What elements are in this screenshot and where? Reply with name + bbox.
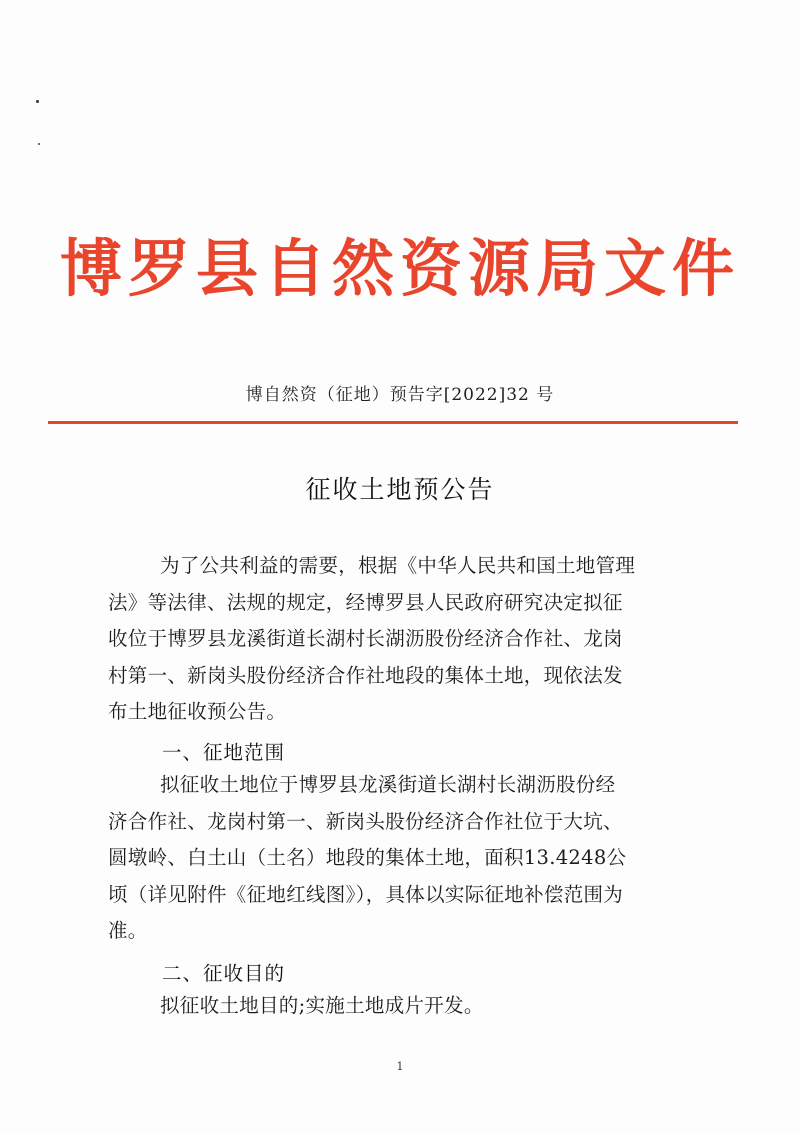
text-line: 顷（详见附件《征地红线图》），具体以实际征地补偿范围为 [108,882,624,906]
page-number: 1 [396,1060,404,1073]
section-heading-purpose: 二、征收目的 [162,962,286,985]
red-separator-rule [48,421,738,424]
text-line: 拟征收土地目的;实施土地成片开发。 [160,994,484,1017]
text-line: 为了公共利益的需要，根据《中华人民共和国土地管理 [160,554,636,577]
paragraph-purpose [108,988,708,1025]
section-heading-scope: 一、征地范围 [162,741,286,764]
scan-speck [38,143,40,145]
document-number: 博自然资（征地）预告字[2022]32 号 [245,385,555,405]
paragraph-scope [108,767,708,950]
text-line: 拟征收土地位于博罗县龙溪街道长湖村长湖沥股份经 [160,773,616,796]
document-title: 征收土地预公告 [305,475,495,504]
document-masthead: 博罗县自然资源局文件 [59,232,740,305]
text-line: 法》等法律、法规的规定，经博罗县人民政府研究决定拟征 [108,590,623,614]
text-line: 村第一、新岗头股份经济合作社地段的集体土地，现依法发 [108,663,623,687]
text-line: 圆墩岭、白土山（土名）地段的集体土地，面积13.4248公 [108,846,627,869]
text-line: 布土地征收预公告。 [108,700,287,723]
text-line: 收位于博罗县龙溪街道长湖村长湖沥股份经济合作社、龙岗 [108,627,623,650]
paragraph-intro [108,548,708,731]
text-line: 济合作社、龙岗村第一、新岗头股份经济合作社位于大坑、 [108,809,623,833]
scan-speck [36,100,39,103]
text-line: 准。 [108,919,148,942]
